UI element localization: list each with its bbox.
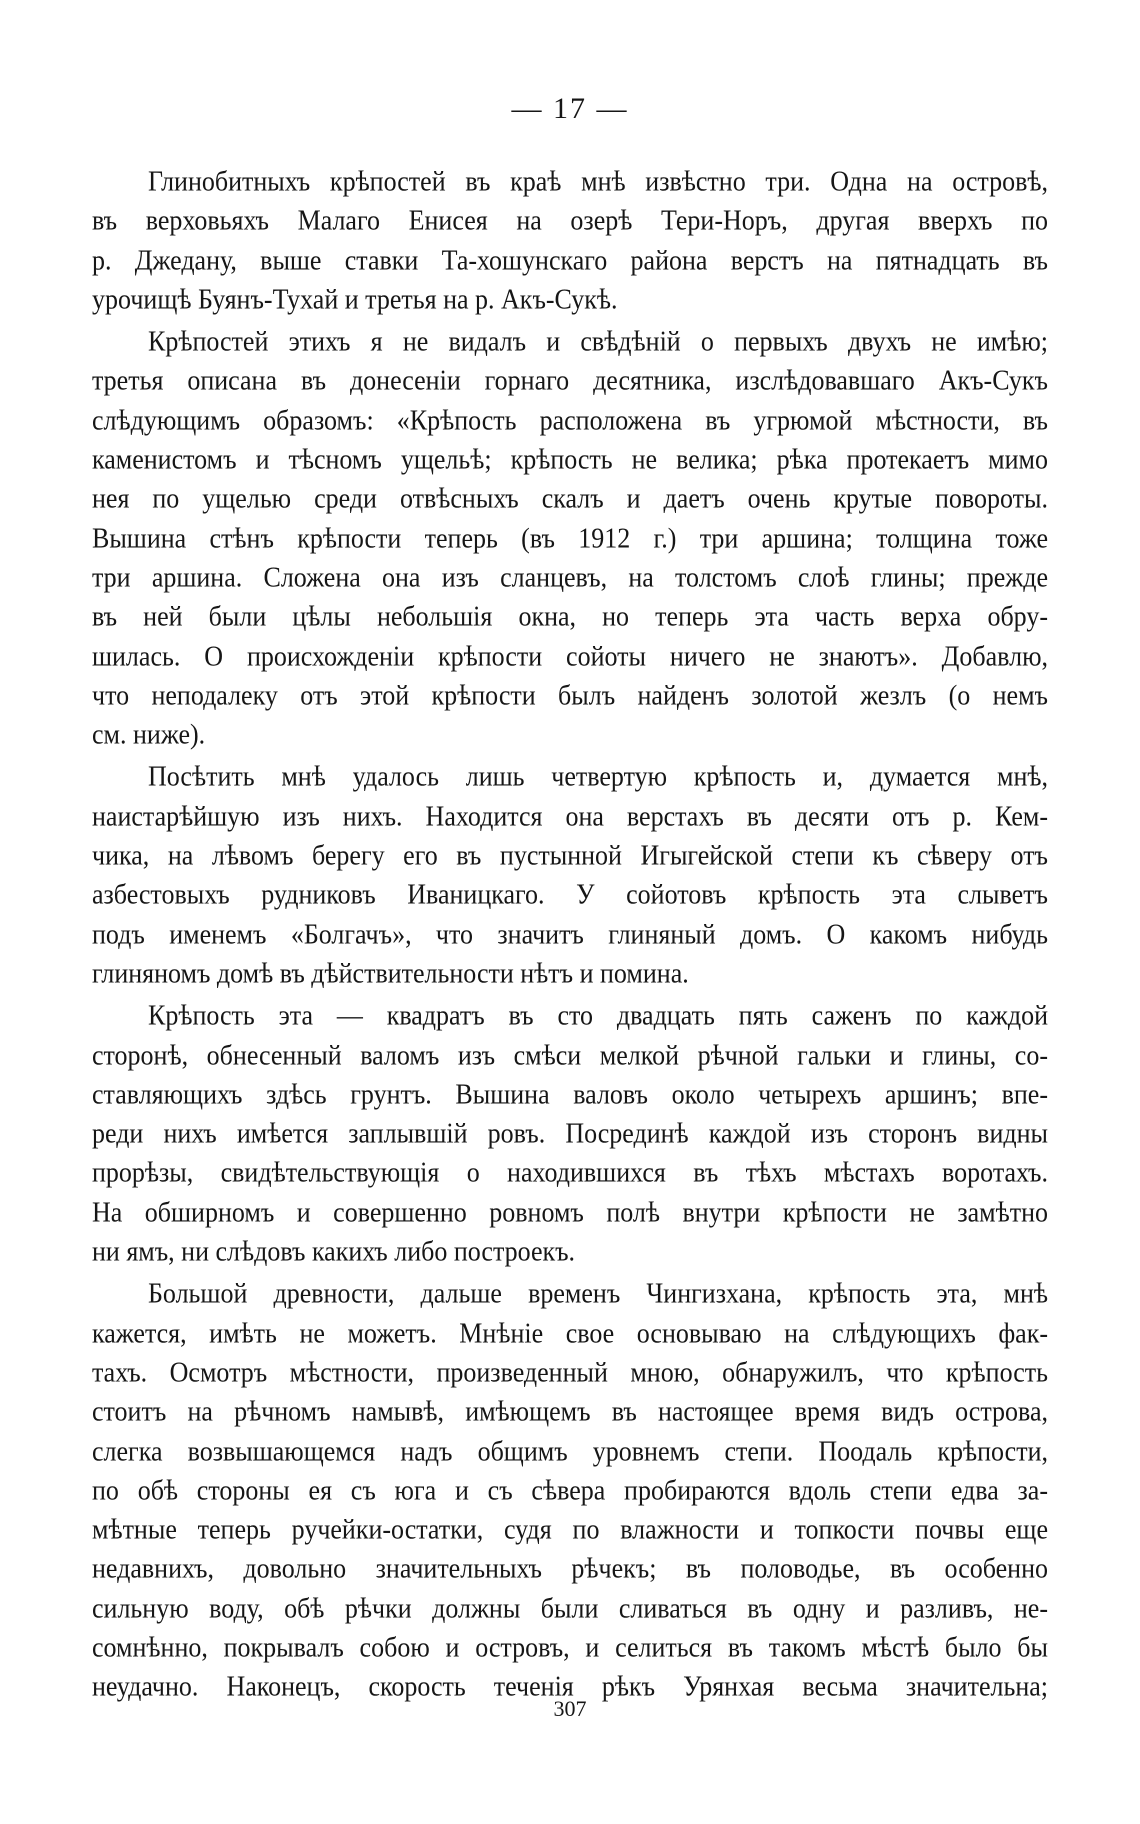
text-line: стоитъ на рѣчномъ намывѣ, имѣющемъ въ настоящее время видъ острова, xyxy=(92,1396,1048,1428)
text-line: урочищѣ Буянъ-Тухай и третья на р. Акъ-Сукѣ. xyxy=(92,283,618,316)
text-line: ставляющихъ здѣсь грунтъ. Вышина валовъ около четырехъ аршинъ; впе- xyxy=(92,1078,1048,1110)
text-line: каменистомъ и тѣсномъ ущельѣ; крѣпость не велика; рѣка протекаетъ мимо xyxy=(92,443,1048,476)
paragraph xyxy=(92,162,1048,319)
paragraph xyxy=(92,757,1048,993)
text-line: Вышина стѣнъ крѣпости теперь (въ 1912 г.) три аршина; толщина тоже xyxy=(92,522,1048,554)
text-line: кажется, имѣть не можетъ. Мнѣніе свое основываю на слѣдующихъ фак- xyxy=(92,1317,1048,1349)
text-line: слегка возвышающемся надъ общимъ уровнемъ степи. Поодаль крѣпости, xyxy=(92,1435,1048,1467)
text-line: Большой древности, дальше временъ Чингизхана, крѣпость эта, мнѣ xyxy=(148,1278,1048,1310)
paragraph xyxy=(92,1274,1048,1706)
text-line: въ верховьяхъ Малаго Енисея на озерѣ Тери-Норъ, другая вверхъ по xyxy=(92,205,1048,237)
text-line: р. Джедану, выше ставки Та-хошунскаго района верстъ на пятнадцать въ xyxy=(92,244,1048,276)
text-line: Глинобитныхъ крѣпостей въ краѣ мнѣ извѣстно три. Одна на островѣ, xyxy=(148,165,1048,198)
text-line: реди нихъ имѣется заплывшій ровъ. Посрединѣ каждой изъ сторонъ видны xyxy=(92,1117,1048,1150)
text-line: неудачно. Наконецъ, скорость теченія рѣкъ Урянхая весьма значительна; xyxy=(92,1671,1048,1703)
text-line: На обширномъ и совершенно ровномъ полѣ внутри крѣпости не замѣтно xyxy=(92,1196,1048,1228)
text-line: мѣтные теперь ручейки-остатки, судя по влажности и топкости почвы еще xyxy=(92,1513,1048,1546)
text-line: чика, на лѣвомъ берегу его въ пустынной Игыгейской степи къ сѣверу отъ xyxy=(92,839,1048,872)
text-line: сомнѣнно, покрывалъ собою и островъ, и селиться въ такомъ мѣстѣ было бы xyxy=(92,1631,1048,1664)
text-line: тахъ. Осмотръ мѣстности, произведенный мною, обнаружилъ, что крѣпость xyxy=(92,1356,1048,1389)
text-line: сильную воду, обѣ рѣчки должны были сливаться въ одну и разливъ, не- xyxy=(92,1592,1048,1624)
text-line: см. ниже). xyxy=(92,718,206,751)
text-line: въ ней были цѣлы небольшія окна, но теперь эта часть верха обру- xyxy=(92,601,1048,633)
text-line: Крѣпость эта — квадратъ въ сто двадцать пять саженъ по каждой xyxy=(148,1000,1048,1032)
text-line: по обѣ стороны ея съ юга и съ сѣвера пробираются вдоль степи едва за- xyxy=(92,1474,1048,1506)
text-line: подъ именемъ «Болгачъ», что значитъ глиняный домъ. О какомъ нибудь xyxy=(92,918,1048,950)
text-line: азбестовыхъ рудниковъ Иваницкаго. У сойотовъ крѣпость эта слыветъ xyxy=(92,879,1048,911)
text-line: недавнихъ, довольно значительныхъ рѣчекъ; въ половодье, въ особенно xyxy=(92,1553,1048,1585)
text-line: что неподалеку отъ этой крѣпости былъ найденъ золотой жезлъ (о немъ xyxy=(92,679,1048,712)
text-line: Крѣпостей этихъ я не видалъ и свѣдѣній о первыхъ двухъ не имѣю; xyxy=(148,326,1048,358)
paragraph xyxy=(92,996,1048,1271)
text-line: сторонѣ, обнесенный валомъ изъ смѣси мелкой рѣчной гальки и глины, со- xyxy=(92,1039,1048,1071)
text-line: Посѣтить мнѣ удалось лишь четвертую крѣпость и, думается мнѣ, xyxy=(148,761,1048,793)
text-line: прорѣзы, свидѣтельствующія о находившихся въ тѣхъ мѣстахъ воротахъ. xyxy=(92,1157,1048,1189)
text-line: три аршина. Сложена она изъ сланцевъ, на толстомъ слоѣ глины; прежде xyxy=(92,561,1048,594)
page-header-number: — 17 — xyxy=(511,92,629,125)
footer-sheet-number: 307 xyxy=(553,1696,587,1721)
text-line: наистарѣйшую изъ нихъ. Находится она верстахъ въ десяти отъ р. Кем- xyxy=(92,800,1048,832)
text-line: нея по ущелью среди отвѣсныхъ скалъ и даетъ очень крутые повороты. xyxy=(92,483,1048,515)
text-line: ни ямъ, ни слѣдовъ какихъ либо построекъ. xyxy=(92,1235,576,1268)
text-line: глиняномъ домѣ въ дѣйствительности нѣтъ и помина. xyxy=(92,957,689,990)
body-text xyxy=(92,162,1048,1710)
text-line: третья описана въ донесеніи горнаго десятника, изслѣдовавшаго Акъ-Сукъ xyxy=(92,365,1048,397)
text-line: слѣдующимъ образомъ: «Крѣпость расположена въ угрюмой мѣстности, въ xyxy=(92,404,1048,436)
paragraph xyxy=(92,322,1048,754)
text-line: шилась. О происхожденіи крѣпости сойоты ничего не знаютъ». Добавлю, xyxy=(92,640,1048,672)
